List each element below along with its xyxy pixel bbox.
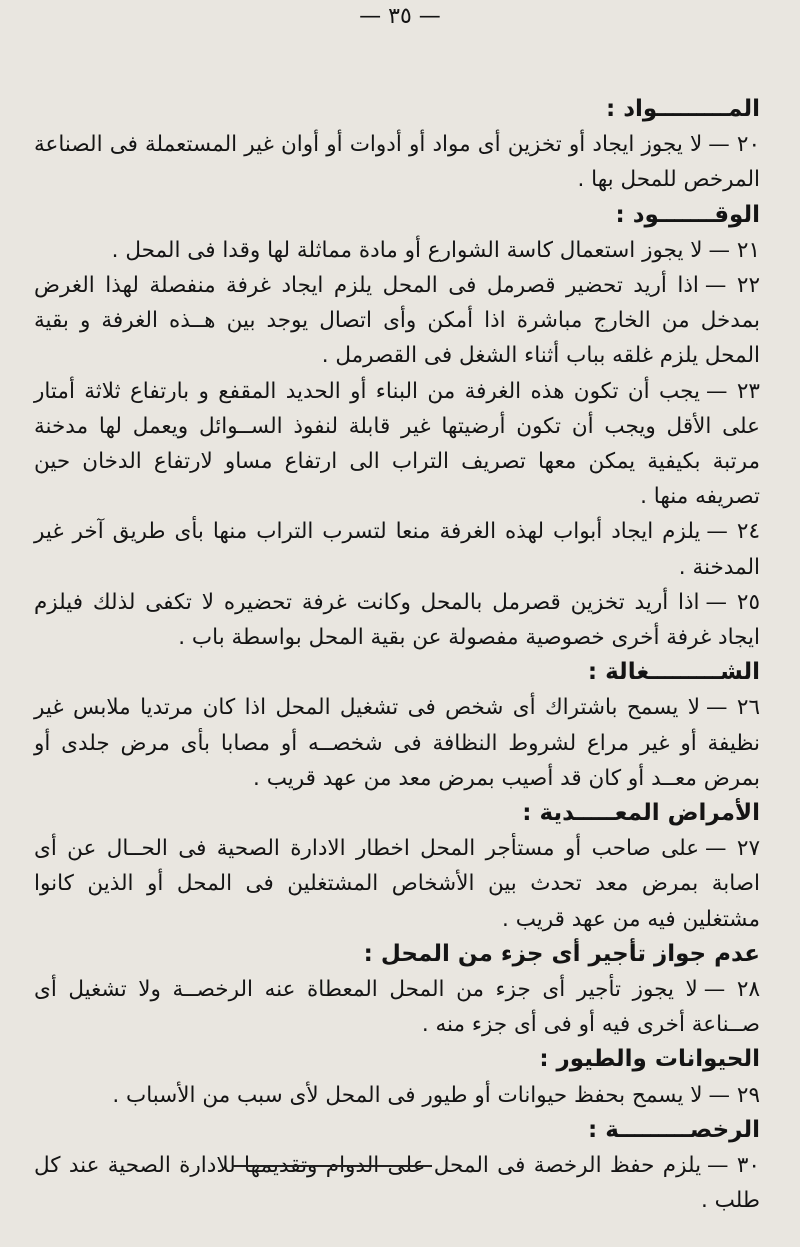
article-29 <box>34 1078 760 1113</box>
article-text: اذا أريد تحضير قصرمل فى المحل يلزم ايجاد غرفة منفصلة لهذا الغرض بمدخل من الخارج مباشرة اذا أمكن وأى اتصال يوجد بين هــذه الغرفة و بقية المحل يلزم غلقه بباب أثناء الشغل فى القصرمل . <box>34 273 760 369</box>
article-25 <box>34 585 760 655</box>
article-text: يلزم ايجاد أبواب لهذه الغرفة منعا لتسرب التراب منها بأى طريق آخر غير المدخنة . <box>34 519 760 580</box>
article-text: لا يجوز استعمال كاسة الشوارع أو مادة مماثلة لها وقدا فى المحل . <box>111 237 703 263</box>
article-number: ٢٩ — <box>708 1082 760 1108</box>
article-number: ٣٠ — <box>707 1153 760 1179</box>
article-number: ٢٢ — <box>704 273 760 299</box>
article-30 <box>34 1148 760 1218</box>
section-heading-materials: المـــــــــواد : <box>605 96 760 122</box>
article-number: ٢٥ — <box>705 589 760 615</box>
article-27 <box>34 831 760 937</box>
article-number: ٢٣ — <box>706 378 760 404</box>
article-text: يجب أن تكون هذه الغرفة من البناء أو الحديد المقفع و بارتفاع ثلاثة أمتار على الأقل ويجب أن تكون أرضيتها غير قابلة لنفوذ الســوائل ويعمل لها مدخنة مرتبة بكيفية يمكن معها تصريف التراب الى ارتفاع مساو لارتفاع الدخان حين تصريفه منها . <box>34 378 760 510</box>
article-26 <box>34 690 760 796</box>
article-number: ٢٦ — <box>706 695 760 721</box>
article-text: اذا أريد تخزين قصرمل بالمحل وكانت غرفة تحضيره لا تكفى لذلك فيلزم ايجاد غرفة أخرى خصوصية مفصولة عن بقية المحل بواسطة باب . <box>34 589 760 651</box>
article-text: لا يسمح باشتراك أى شخص فى تشغيل المحل اذا كان مرتديا ملابس غير نظيفة أو غير مراع لشروط النظافة فى شخصــه أو مصابا بأى مرض جلدى أو بمرض معــد أو كان قد أصيب بمرض معد من عهد قريب . <box>34 695 760 791</box>
article-text: لا يجوز تأجير أى جزء من المحل المعطاة عنه الرخصــة ولا تشغيل أى صــناعة أخرى فيه أو فى أى جزء منه . <box>34 977 760 1038</box>
article-21 <box>34 233 760 268</box>
page-number: — ٣٥ — <box>359 4 441 29</box>
article-number: ٢١ — <box>708 237 760 263</box>
article-23 <box>34 374 760 515</box>
section-heading-fuel: الوقـــــــود : <box>615 201 760 228</box>
article-text: لا يجوز ايجاد أو تخزين أى مواد أو أدوات أو أوان غير المستعملة فى الصناعة المرخص للمحل بها . <box>34 132 760 193</box>
article-text: لا يسمح بحفظ حيوانات أو طيور فى المحل لأى سبب من الأسباب . <box>112 1082 703 1108</box>
section-heading-infectious-diseases: الأمراض المعـــــدية : <box>522 800 760 827</box>
article-number: ٢٤ — <box>706 519 760 545</box>
article-20 <box>34 127 760 197</box>
section-heading-license: الرخصـــــــــة : <box>588 1116 760 1143</box>
document-body <box>34 92 760 1219</box>
article-text: يلزم حفظ الرخصة فى المحل على الدوام وتقديمها للادارة الصحية عند كل طلب . <box>34 1153 760 1214</box>
footer-rule <box>232 1165 432 1167</box>
section-heading-no-subletting: عدم جواز تأجير أى جزء من المحل : <box>363 940 760 967</box>
article-22 <box>34 268 760 374</box>
article-number: ٢٠ — <box>708 132 760 158</box>
article-number: ٢٧ — <box>705 836 760 862</box>
section-heading-workers: الشـــــــــغالة : <box>587 659 760 686</box>
section-heading-animals-birds: الحيوانات والطيور : <box>539 1046 760 1073</box>
article-number: ٢٨ — <box>703 977 760 1003</box>
article-28 <box>34 972 760 1042</box>
article-text: على صاحب أو مستأجر المحل اخطار الادارة الصحية فى الحــال عن أى اصابة بمرض معد تحدث بين الأشخاص المشتغلين فى المحل أو الذين كانوا مشتغلين فيه من عهد قريب . <box>34 836 760 932</box>
article-24 <box>34 514 760 584</box>
